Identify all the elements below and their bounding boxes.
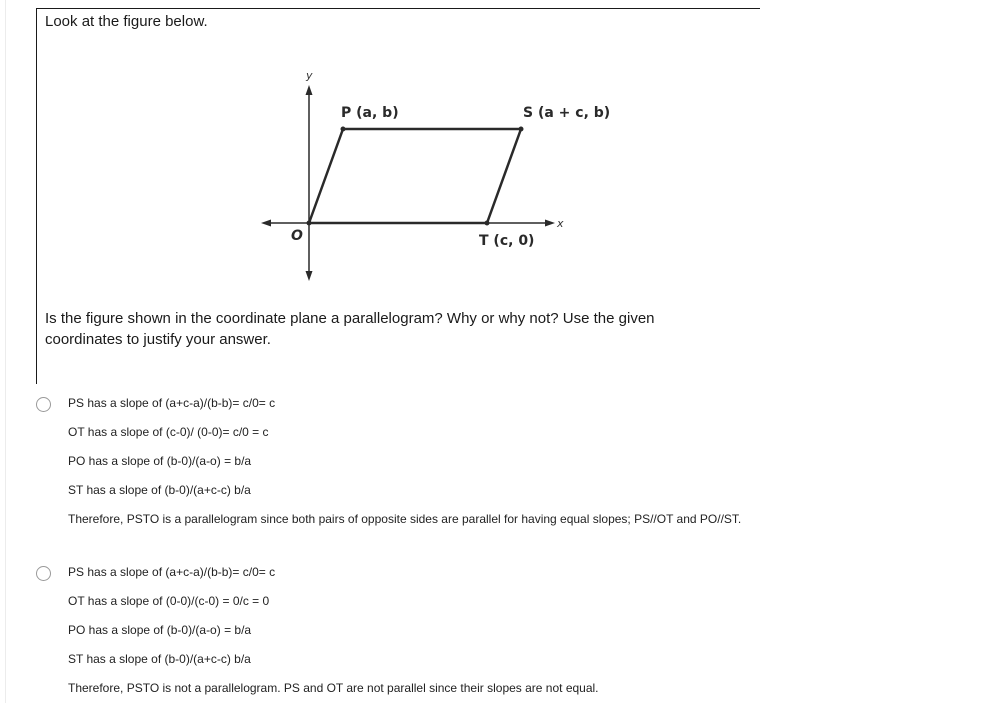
answer-choice-2-radio[interactable] (36, 566, 51, 581)
answer-choice-2-text (68, 565, 788, 695)
choice-2-line-1: PS has a slope of (a+c-a)/(b-b)= c/0= c (68, 565, 276, 579)
axis-y-label: y (306, 69, 313, 82)
point-P-dot (341, 127, 346, 132)
question-prompt: Is the figure shown in the coordinate plane a parallelogram? Why or why not? Use the given coordinates to justify your answer. (45, 310, 655, 348)
choice-1-line-5: Therefore, PSTO is a parallelogram since both pairs of opposite sides are parallel for having equal slopes; PS//OT and PO//ST. (68, 512, 742, 526)
x-axis-arrow-left-icon (261, 220, 271, 227)
origin-label: O (291, 228, 303, 244)
choice-1-line-3: PO has a slope of (b-0)/(a-o) = b/a (68, 454, 252, 468)
choice-1-line-2: OT has a slope of (c-0)/ (0-0)= c/0 = c (68, 425, 269, 439)
choice-2-line-5: Therefore, PSTO is not a parallelogram. PS and OT are not parallel since their slopes are not equal. (68, 681, 599, 695)
question-box (36, 8, 760, 384)
point-T-label: T (c, 0) (479, 233, 535, 249)
axis-x-label: x (557, 217, 564, 230)
point-S-label: S (a + c, b) (523, 105, 611, 121)
y-axis-arrow-up-icon (306, 85, 313, 95)
choice-2-line-3: PO has a slope of (b-0)/(a-o) = b/a (68, 623, 252, 637)
point-P-label: P (a, b) (341, 105, 399, 121)
choice-2-line-4: ST has a slope of (b-0)/(a+c-c) b/a (68, 652, 251, 666)
choice-1-line-1: PS has a slope of (a+c-a)/(b-b)= c/0= c (68, 396, 276, 410)
answer-choice-1-text (68, 396, 788, 526)
point-T-dot (485, 221, 490, 226)
choice-2-line-2: OT has a slope of (0-0)/(c-0) = 0/c = 0 (68, 594, 270, 608)
y-axis-arrow-down-icon (306, 271, 313, 281)
x-axis-arrow-right-icon (545, 220, 555, 227)
point-S-dot (519, 127, 524, 132)
answer-choice-1-radio[interactable] (36, 397, 51, 412)
origin-dot (307, 221, 312, 226)
parallelogram-shape (309, 129, 521, 223)
page-left-rule (5, 0, 6, 703)
question-intro: Look at the figure below. (45, 13, 208, 30)
coordinate-figure (257, 65, 611, 295)
choice-1-line-4: ST has a slope of (b-0)/(a+c-c) b/a (68, 483, 251, 497)
